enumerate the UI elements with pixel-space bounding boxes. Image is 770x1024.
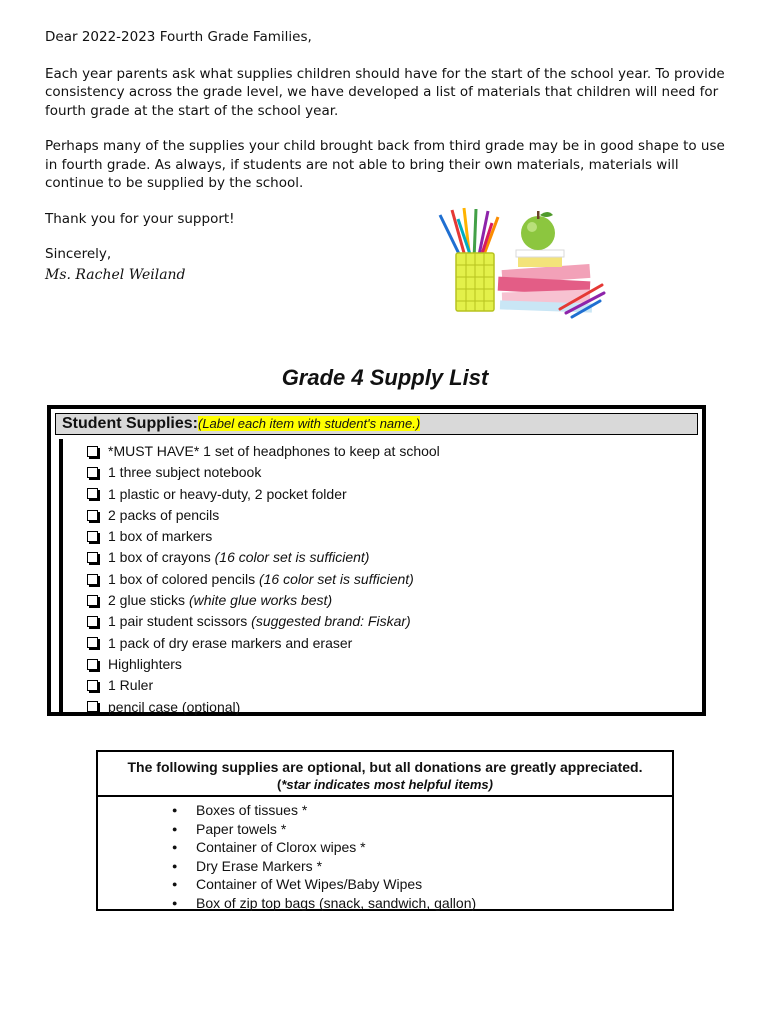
- student-supplies-list: [63, 439, 702, 718]
- list-item: 1 box of markers: [87, 526, 702, 547]
- letter-signature: Ms. Rachel Weiland: [45, 266, 186, 283]
- checkbox-icon: [87, 510, 98, 521]
- list-item: 1 plastic or heavy-duty, 2 pocket folder: [87, 484, 702, 505]
- list-item: ● Box of zip top bags (snack, sandwich, gallon): [172, 894, 672, 913]
- checkbox-icon: [87, 488, 98, 499]
- list-item: ● Dry Erase Markers *: [172, 857, 672, 876]
- letter-paragraph: Perhaps many of the supplies your child brought back from third grade may be in good shape to use in fourth grade. As always, if students are not able to bring their own materials, materials will continue to be supplied by the school.: [45, 138, 725, 191]
- checkbox-icon: [87, 659, 98, 670]
- list-item: 1 pair student scissors (suggested brand: Fiskar): [87, 611, 702, 632]
- letter-closing: Sincerely,: [45, 246, 112, 262]
- list-item: Highlighters: [87, 654, 702, 675]
- school-supplies-illustration: [432, 205, 607, 325]
- list-item: ● Boxes of tissues *: [172, 801, 672, 820]
- list-item: 1 pack of dry erase markers and eraser: [87, 633, 702, 654]
- optional-heading: The following supplies are optional, but all donations are greatly appreciated.: [127, 759, 643, 775]
- optional-supplies-list: [98, 797, 672, 912]
- list-item: 1 Ruler: [87, 675, 702, 696]
- list-item: 2 packs of pencils: [87, 505, 702, 526]
- checkbox-icon: [87, 595, 98, 606]
- checkbox-icon: [87, 467, 98, 478]
- list-item: 1 box of colored pencils (16 color set is sufficient): [87, 569, 702, 590]
- page-title: Grade 4 Supply List: [281, 365, 489, 390]
- list-item: ● Container of Clorox wipes *: [172, 838, 672, 857]
- list-item: pencil case (optional): [87, 697, 702, 718]
- student-supplies-box: [47, 405, 706, 716]
- student-supplies-body: [59, 439, 706, 716]
- list-item: ● Container of Wet Wipes/Baby Wipes: [172, 875, 672, 894]
- checkbox-icon: [87, 531, 98, 542]
- optional-subheading: (*star indicates most helpful items): [276, 777, 493, 792]
- list-item: ● Paper towels *: [172, 820, 672, 839]
- label-note: (Label each item with student's name.): [198, 416, 421, 431]
- checkbox-icon: [87, 680, 98, 691]
- optional-supplies-box: [96, 750, 674, 911]
- list-item: 2 glue sticks (white glue works best): [87, 590, 702, 611]
- checkbox-icon: [87, 616, 98, 627]
- student-supplies-heading: Student Supplies:: [62, 415, 198, 432]
- checkbox-icon: [87, 446, 98, 457]
- checkbox-icon: [87, 701, 98, 712]
- checkbox-icon: [87, 574, 98, 585]
- optional-supplies-header: [98, 752, 672, 797]
- letter-paragraph: Each year parents ask what supplies children should have for the start of the school year. To provide consistency across the grade level, we have developed a list of materials that children will need for fourth grade at the start of the school year.: [45, 65, 725, 119]
- list-item: *MUST HAVE* 1 set of headphones to keep at school: [87, 441, 702, 462]
- list-item: 1 box of crayons (16 color set is sufficient): [87, 547, 702, 568]
- letter: [45, 28, 735, 284]
- list-item: 1 three subject notebook: [87, 462, 702, 483]
- checkbox-icon: [87, 637, 98, 648]
- student-supplies-header: [55, 413, 698, 435]
- letter-greeting: Dear 2022-2023 Fourth Grade Families,: [45, 29, 312, 45]
- checkbox-icon: [87, 552, 98, 563]
- letter-paragraph: Thank you for your support!: [45, 210, 235, 227]
